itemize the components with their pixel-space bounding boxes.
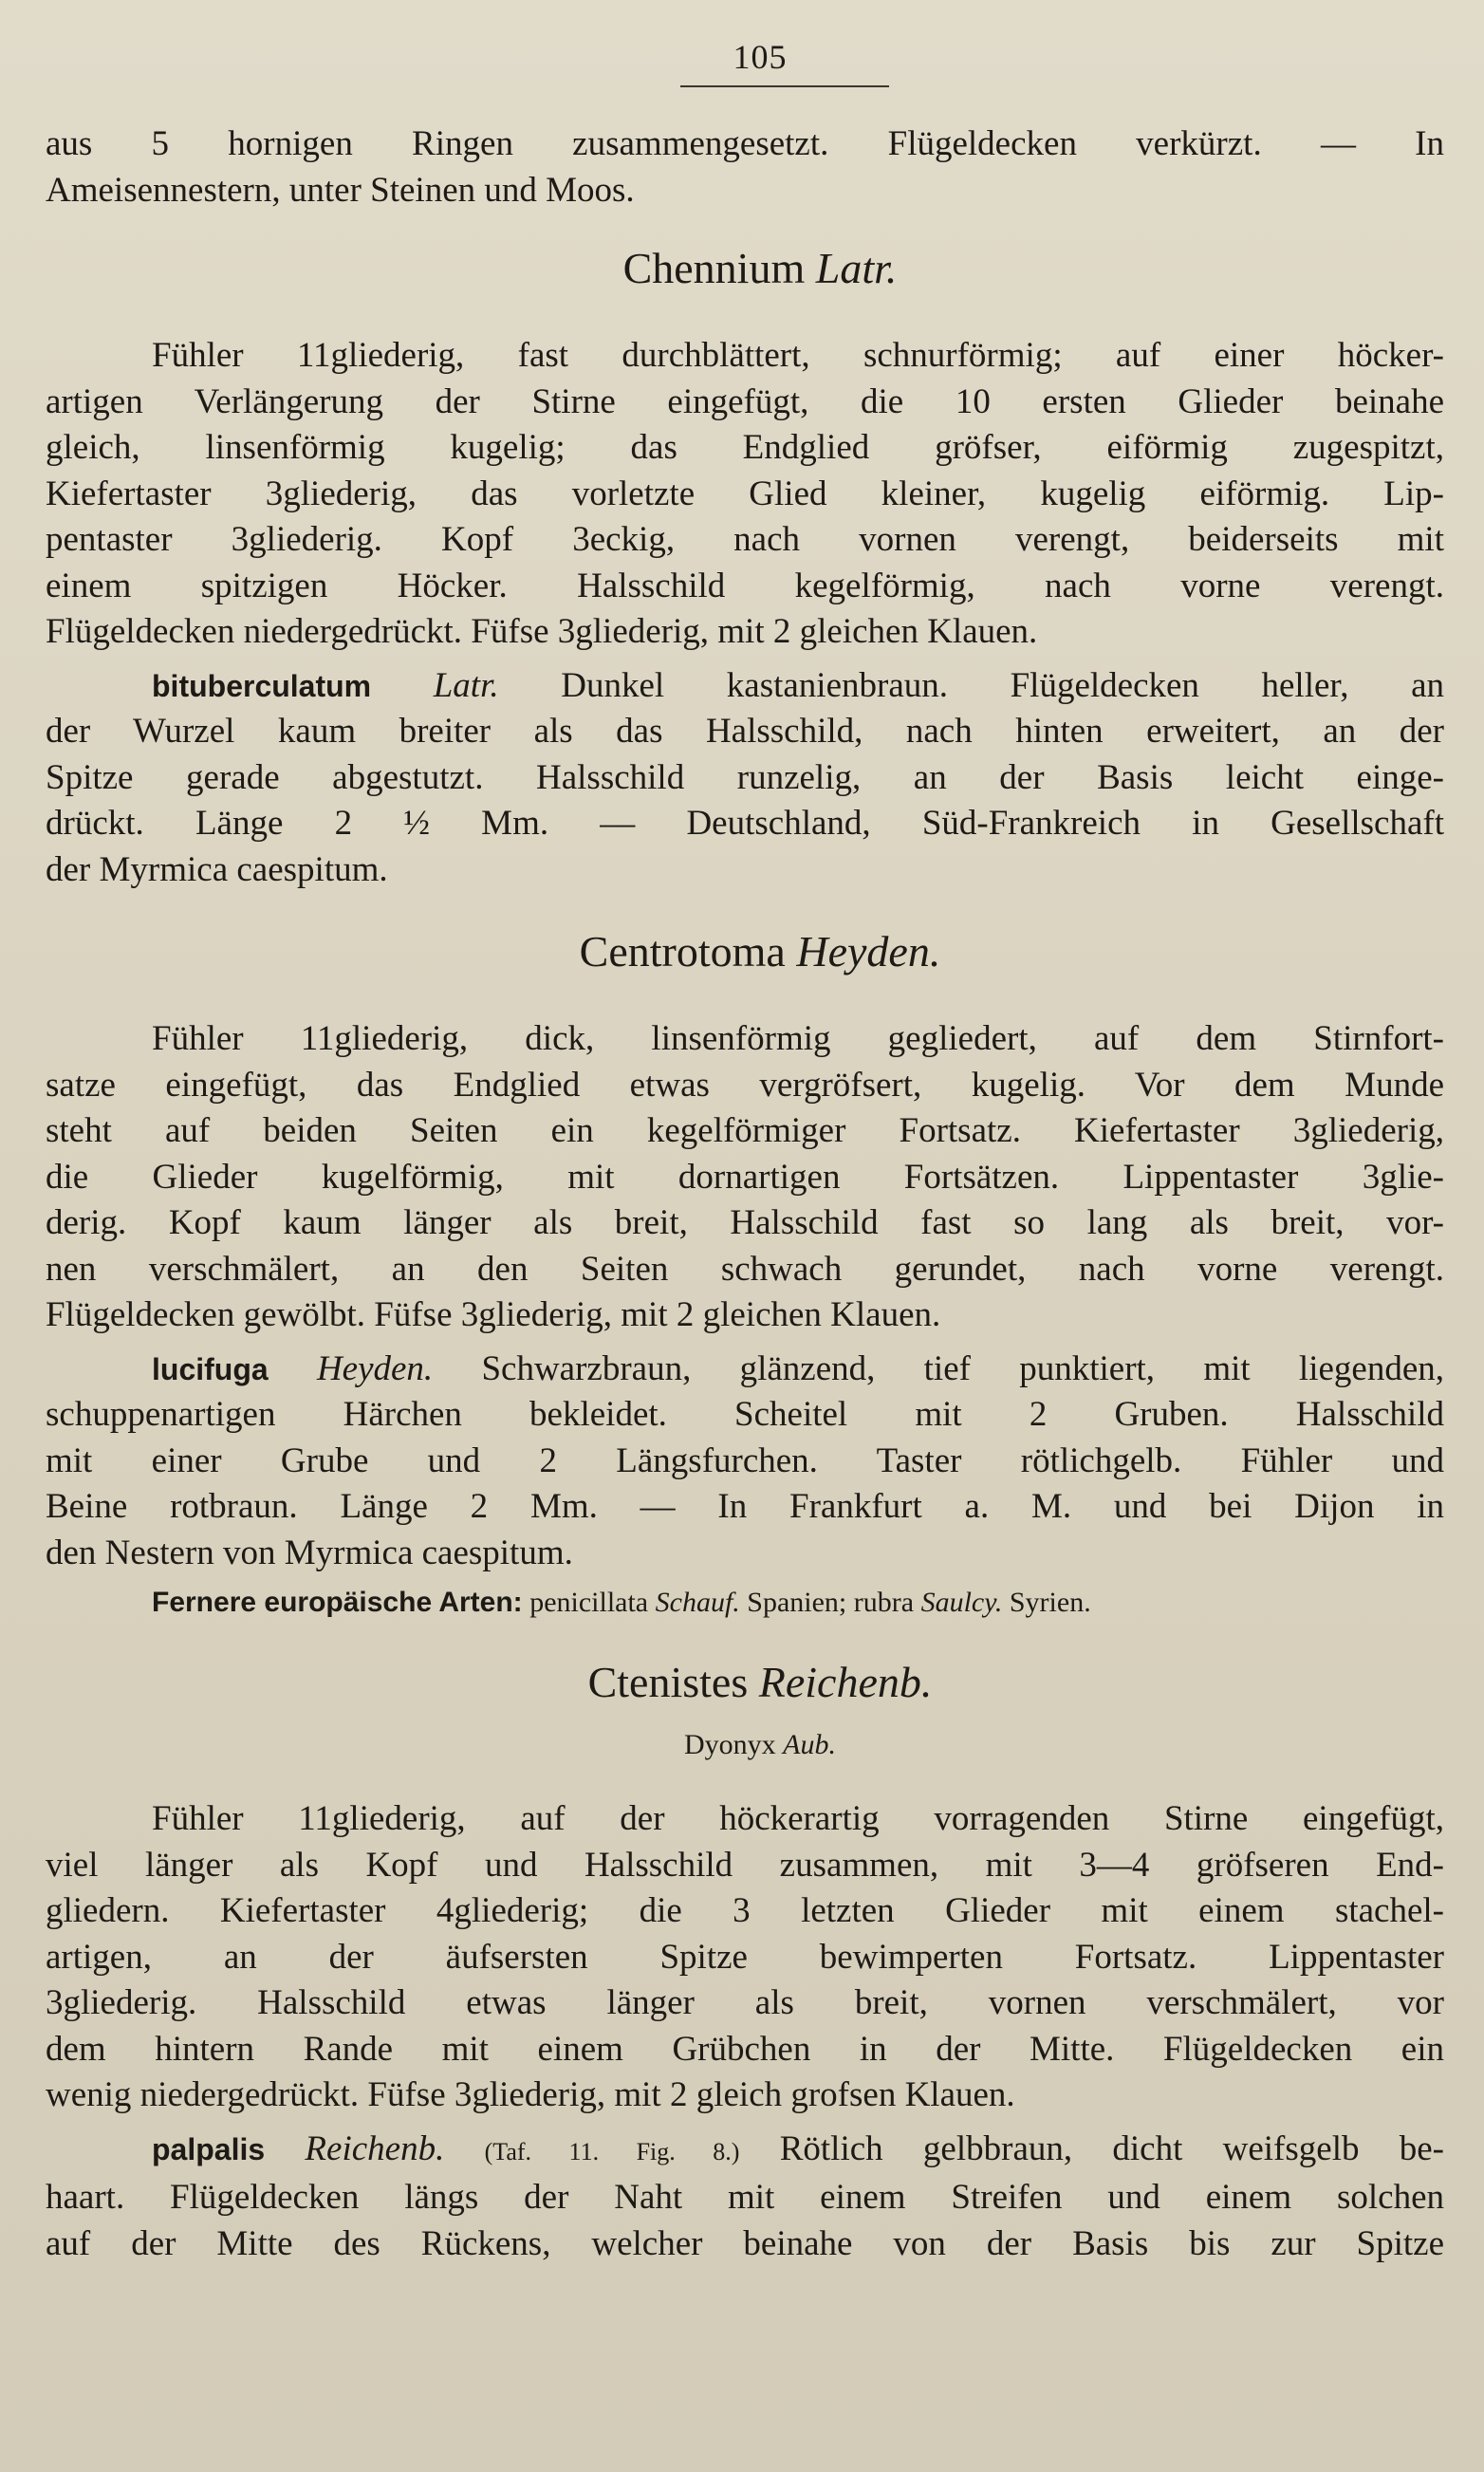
genus-heading — [76, 1656, 1444, 1709]
other-species-author: Saulcy. — [920, 1587, 1003, 1618]
text-line: pentaster 3gliederig. Kopf 3eckig, nach vornen verengt, beiderseits mit — [46, 520, 1444, 559]
text-line: Spitze gerade abgestutzt. Halsschild runzelig, an der Basis leicht einge- — [46, 757, 1444, 797]
text-line: 3gliederig. Halsschild etwas länger als breit, vornen verschmälert, vor — [46, 1983, 1444, 2022]
species-text: Schwarzbraun, glänzend, tief punktiert, mit liegenden, — [481, 1348, 1444, 1388]
text-line: Flügeldecken niedergedrückt. Füfse 3gliederig, mit 2 gleichen Klauen. — [46, 612, 1038, 651]
genus-heading — [76, 242, 1444, 295]
other-species-label: Fernere europäische Arten: — [152, 1587, 523, 1618]
other-species-place: Syrien. — [1009, 1587, 1091, 1618]
text-line: wenig niedergedrückt. Füfse 3gliederig, mit 2 gleich grofsen Klauen. — [46, 2075, 1015, 2114]
genus-author: Heyden. — [796, 927, 941, 976]
text-line: steht auf beiden Seiten ein kegelförmiger Fortsatz. Kiefertaster 3gliederig, — [46, 1111, 1444, 1150]
text-line: gleich, linsenförmig kugelig; das Endglied gröfser, eiförmig zugespitzt, — [46, 428, 1444, 467]
header-rule — [680, 85, 889, 87]
species-first-line — [46, 1347, 1444, 1393]
text-line: Kiefertaster 3gliederig, das vorletzte Glied kleiner, kugelig eiförmig. Lip- — [46, 474, 1444, 513]
species-name: bituberculatum — [152, 668, 372, 703]
synonym-author: Aub. — [783, 1729, 836, 1760]
genus-description — [46, 1016, 1444, 1339]
text-line: nen verschmälert, an den Seiten schwach gerundet, nach vorne verengt. — [46, 1249, 1444, 1289]
other-species-place: Spanien; rubra — [747, 1587, 915, 1618]
text-line: viel länger als Kopf und Halsschild zusammen, mit 3—4 gröfseren End- — [46, 1845, 1444, 1885]
genus-author: Reichenb. — [758, 1658, 933, 1706]
species-entry — [46, 663, 1444, 894]
text-line: Ameisennestern, unter Steinen und Moos. — [46, 170, 635, 210]
species-entry — [46, 2127, 1444, 2268]
genus-synonym — [76, 1726, 1444, 1764]
text-line: aus 5 hornigen Ringen zusammengesetzt. Flügeldecken verkürzt. — In — [46, 124, 1444, 163]
species-first-line — [46, 2127, 1444, 2176]
species-author: Reichenb. — [305, 2128, 445, 2168]
text-line: drückt. Länge 2 ½ Mm. — Deutschland, Süd-Frankreich in Gesellschaft — [46, 804, 1444, 843]
genus-heading — [76, 925, 1444, 978]
text-line: der Wurzel kaum breiter als das Halsschild, nach hinten erweitert, an der — [46, 712, 1444, 751]
genus-description — [46, 333, 1444, 656]
other-species-author: Schauf. — [655, 1587, 740, 1618]
text-line: derig. Kopf kaum länger als breit, Halsschild fast so lang als breit, vor- — [46, 1203, 1444, 1242]
species-text: Dunkel kastanienbraun. Flügeldecken heller, an — [561, 665, 1445, 705]
species-author: Latr. — [433, 665, 499, 705]
species-first-line — [46, 663, 1444, 710]
species-author: Heyden. — [316, 1348, 434, 1388]
text-line: Fühler 11gliederig, fast durchblättert, schnurförmig; auf einer höcker- — [152, 336, 1444, 375]
text-line: artigen Verlängerung der Stirne eingefügt, die 10 ersten Glieder beinahe — [46, 381, 1444, 421]
text-line: die Glieder kugelförmig, mit dornartigen Fortsätzen. Lippentaster 3glie- — [46, 1157, 1444, 1197]
text-line: Flügeldecken gewölbt. Füfse 3gliederig, mit 2 gleichen Klauen. — [46, 1295, 941, 1334]
text-line: schuppenartigen Härchen bekleidet. Scheitel mit 2 Gruben. Halsschild — [46, 1395, 1444, 1434]
page-number: 105 — [733, 38, 788, 76]
text-line: satze eingefügt, das Endglied etwas vergröfsert, kugelig. Vor dem Munde — [46, 1065, 1444, 1105]
text-line: gliedern. Kiefertaster 4gliederig; die 3 letzten Glieder mit einem stachel- — [46, 1891, 1444, 1930]
text-line: auf der Mitte des Rückens, welcher beinahe von der Basis bis zur Spitze — [46, 2223, 1444, 2263]
other-species-line — [46, 1582, 1444, 1624]
genus-name: Ctenistes — [587, 1658, 749, 1706]
text-line: dem hintern Rande mit einem Grübchen in der Mitte. Flügeldecken ein — [46, 2029, 1444, 2069]
other-species-name: penicillata — [529, 1587, 649, 1618]
genus-author: Latr. — [815, 244, 898, 292]
species-name: palpalis — [152, 2131, 266, 2166]
text-line: mit einer Grube und 2 Längsfurchen. Taster rötlichgelb. Fühler und — [46, 1440, 1444, 1480]
plate-reference: (Taf. 11. Fig. 8.) — [484, 2137, 740, 2165]
text-line: der Myrmica caespitum. — [46, 849, 388, 889]
species-entry — [46, 1347, 1444, 1577]
text-line: artigen, an der äufsersten Spitze bewimperten Fortsatz. Lippentaster — [46, 1937, 1444, 1977]
genus-name: Centrotoma — [579, 927, 786, 976]
text-line: Beine rotbraun. Länge 2 Mm. — In Frankfurt a. M. und bei Dijon in — [46, 1487, 1444, 1526]
text-line: den Nestern von Myrmica caespitum. — [46, 1533, 573, 1572]
text-line: einem spitzigen Höcker. Halsschild kegelförmig, nach vorne verengt. — [46, 566, 1444, 605]
text-line: Fühler 11gliederig, dick, linsenförmig gegliedert, auf dem Stirnfort- — [152, 1019, 1444, 1058]
genus-name: Chennium — [622, 244, 806, 292]
text-line: haart. Flügeldecken längs der Naht mit einem Streifen und einem solchen — [46, 2178, 1444, 2217]
genus-description — [46, 1796, 1444, 2119]
species-text: Rötlich gelbbraun, dicht weifsgelb be- — [779, 2128, 1444, 2168]
text-line: Fühler 11gliederig, auf der höckerartig vorragenden Stirne eingefügt, — [152, 1799, 1444, 1838]
synonym-name: Dyonyx — [684, 1729, 776, 1760]
species-name: lucifuga — [152, 1351, 269, 1386]
